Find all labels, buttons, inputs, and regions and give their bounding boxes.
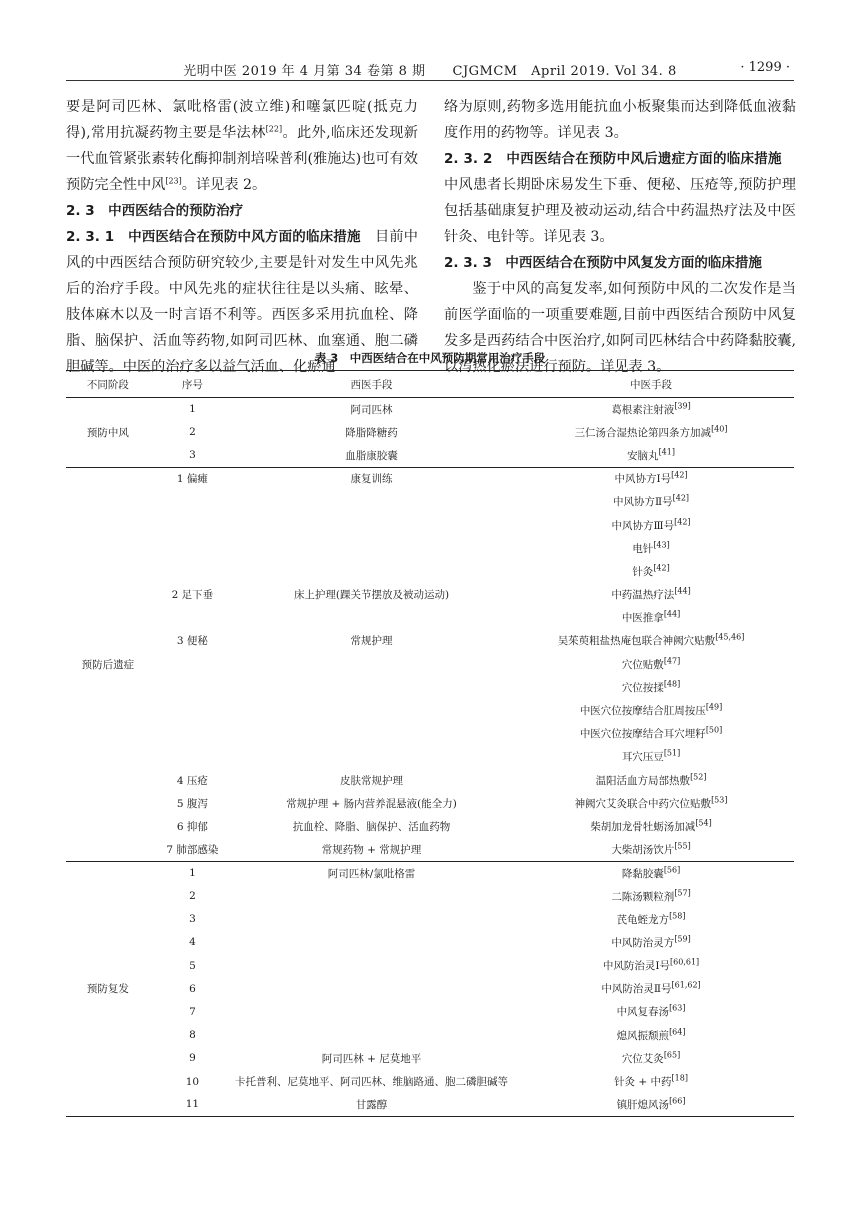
tcm-method-text: 电针 bbox=[632, 542, 654, 555]
table-row bbox=[66, 745, 794, 768]
tcm-method-text: 中药温热疗法 bbox=[611, 589, 675, 602]
citation-ref: [18] bbox=[671, 1073, 688, 1083]
tcm-method-text: 中医穴位按摩结合耳穴埋籽 bbox=[579, 728, 706, 741]
tcm-method-text: 中风复春汤 bbox=[616, 1006, 670, 1019]
number-cell bbox=[150, 537, 235, 560]
citation-ref: [42] bbox=[653, 563, 670, 573]
tcm-method-text: 熄风振颓煎 bbox=[616, 1029, 670, 1042]
tcm-method-text: 针灸 bbox=[632, 565, 654, 578]
tcm-method-text: 大柴胡汤饮片 bbox=[611, 843, 675, 856]
tcm-method-text: 耳穴压豆 bbox=[621, 751, 664, 764]
tcm-method-cell bbox=[508, 490, 794, 513]
table-group bbox=[66, 398, 794, 468]
table-row bbox=[66, 722, 794, 745]
tcm-method-text: 三仁汤合湿热论第四条方加减 bbox=[574, 426, 712, 439]
citation-ref: [51] bbox=[663, 748, 681, 758]
tcm-method-cell bbox=[508, 1000, 794, 1023]
number-cell: 1 bbox=[189, 403, 196, 416]
number-cell bbox=[150, 490, 235, 513]
tcm-method-cell bbox=[508, 1093, 794, 1116]
western-method-cell: 甘露醇 bbox=[355, 1098, 388, 1111]
citation-ref: [61,62] bbox=[671, 980, 701, 990]
table-row bbox=[66, 931, 794, 954]
table-row bbox=[66, 792, 794, 815]
western-method-cell bbox=[235, 745, 508, 768]
tcm-method-cell bbox=[508, 1047, 794, 1070]
table-header-row bbox=[66, 371, 794, 398]
number-cell: 4 bbox=[189, 936, 196, 949]
tcm-method-text: 穴位贴敷 bbox=[621, 658, 664, 671]
citation-ref: [47] bbox=[663, 656, 681, 666]
citation-ref: [42] bbox=[672, 493, 690, 503]
tcm-method-text: 中风防治灵Ⅰ号 bbox=[602, 960, 671, 973]
number-cell: 6 bbox=[189, 982, 196, 995]
western-method-cell bbox=[235, 1000, 508, 1023]
western-method-cell bbox=[235, 977, 508, 1000]
citation-ref: [64] bbox=[669, 1027, 686, 1037]
citation-ref: [40] bbox=[711, 424, 728, 434]
western-method-cell bbox=[235, 560, 508, 583]
page-number: · 1299 · bbox=[740, 60, 790, 75]
number-cell: 1 bbox=[189, 867, 196, 880]
number-cell: 4 压疮 bbox=[176, 774, 208, 787]
number-cell: 11 bbox=[185, 1098, 200, 1111]
tcm-method-cell bbox=[508, 583, 794, 606]
tcm-method-cell bbox=[508, 838, 794, 861]
western-method-cell: 血脂康胶囊 bbox=[345, 449, 398, 462]
tcm-method-text: 中风协方Ⅲ号 bbox=[611, 519, 675, 532]
tcm-method-cell bbox=[508, 444, 794, 467]
tcm-method-cell bbox=[508, 1070, 794, 1093]
tcm-method-text: 芪龟蛭龙方 bbox=[616, 913, 670, 926]
western-method-cell: 抗血栓、降脂、脑保护、活血药物 bbox=[292, 820, 451, 833]
tcm-method-cell bbox=[508, 398, 794, 421]
table-row bbox=[66, 606, 794, 629]
table-group bbox=[66, 861, 794, 1116]
tcm-method-cell bbox=[508, 977, 794, 1000]
table-group bbox=[66, 467, 794, 861]
stage-cell: 预防中风 bbox=[86, 426, 129, 439]
paragraph-2-3-1: 2. 3. 1 中西医结合在预防中风方面的临床措施 目前中风的中西医结合预防研究较少,主要是针对发生中风先兆后的治疗手段。中风先兆的症状往往是以头痛、眩晕、肢体麻木以及一时言语不利等。西医多采用抗血栓、降脂、脑保护、活血等药物,如阿司匹林、血塞通、胞二磷胆碱等。中医的治疗多以益气活血、化瘀通 bbox=[66, 229, 418, 375]
western-method-cell bbox=[235, 490, 508, 513]
tcm-method-cell bbox=[508, 699, 794, 722]
column-header: 中医手段 bbox=[508, 371, 794, 398]
table-row bbox=[66, 676, 794, 699]
number-cell: 7 肺部感染 bbox=[166, 843, 219, 856]
table-row bbox=[66, 444, 794, 467]
western-method-cell bbox=[235, 653, 508, 676]
number-cell: 2 bbox=[189, 426, 196, 439]
number-cell: 7 bbox=[189, 1005, 196, 1018]
table-row bbox=[66, 699, 794, 722]
tcm-method-cell bbox=[508, 537, 794, 560]
western-method-cell: 常规护理 bbox=[350, 635, 393, 648]
section-heading-2-3-3: 2. 3. 3 中西医结合在预防中风复发方面的临床措施 bbox=[444, 255, 762, 271]
western-method-cell bbox=[235, 513, 508, 536]
citation-ref: [42] bbox=[671, 470, 688, 480]
table-row bbox=[66, 1093, 794, 1116]
citation-ref: [48] bbox=[663, 679, 681, 689]
paragraph-2-3-2: 2. 3. 2 中西医结合在预防中风后遗症方面的临床措施 中风患者长期卧床易发生下垂、便秘、压疮等,预防护理包括基础康复护理及被动运动,结合中药温热疗法及中医针灸、电针等。详见表 3。 bbox=[444, 151, 796, 245]
citation-ref: [66] bbox=[669, 1096, 686, 1106]
tcm-method-cell bbox=[508, 421, 794, 444]
tcm-method-cell bbox=[508, 676, 794, 699]
citation-ref: [39] bbox=[674, 401, 691, 411]
table-row bbox=[66, 1024, 794, 1047]
number-cell: 3 便秘 bbox=[176, 635, 208, 648]
table-3 bbox=[66, 370, 794, 1117]
western-method-cell: 卡托普利、尼莫地平、阿司匹林、维脑路通、胞二磷胆碱等 bbox=[235, 1076, 509, 1089]
table-row bbox=[66, 398, 794, 421]
column-header: 不同阶段 bbox=[66, 371, 150, 398]
western-method-cell: 常规护理 + 肠内营养混悬液(能全力) bbox=[286, 797, 457, 810]
number-cell: 6 抑郁 bbox=[176, 820, 208, 833]
citation-ref: [44] bbox=[663, 609, 681, 619]
tcm-method-cell bbox=[508, 792, 794, 815]
table-row bbox=[66, 884, 794, 907]
table-row bbox=[66, 537, 794, 560]
tcm-method-text: 柴胡加龙骨牡蛎汤加减 bbox=[590, 820, 696, 833]
citation-ref: [41] bbox=[658, 447, 675, 457]
number-cell: 5 腹泻 bbox=[176, 797, 208, 810]
table-row bbox=[66, 1000, 794, 1023]
tcm-method-text: 神阙穴艾灸联合中药穴位贴敷 bbox=[574, 797, 712, 810]
tcm-method-text: 穴位艾灸 bbox=[621, 1052, 664, 1065]
tcm-method-text: 降黏胶囊 bbox=[621, 867, 664, 880]
western-method-cell bbox=[235, 537, 508, 560]
citation-ref: [56] bbox=[663, 865, 681, 875]
table-caption: 表 3 中西医结合在中风预防期常用治疗手段 bbox=[314, 351, 546, 365]
stage-cell: 预防后遗症 bbox=[81, 658, 135, 671]
number-cell bbox=[150, 699, 235, 722]
tcm-method-text: 中医穴位按摩结合肛周按压 bbox=[579, 705, 706, 718]
tcm-method-text: 中风防治灵Ⅱ号 bbox=[601, 983, 672, 996]
stage-cell: 预防复发 bbox=[86, 983, 129, 996]
western-method-cell: 阿司匹林 + 尼莫地平 bbox=[321, 1052, 422, 1065]
western-method-cell bbox=[235, 931, 508, 954]
tcm-method-text: 中风协方Ⅱ号 bbox=[612, 496, 673, 509]
western-method-cell: 康复训练 bbox=[350, 473, 393, 486]
number-cell bbox=[150, 513, 235, 536]
western-method-cell: 降脂降糖药 bbox=[345, 426, 398, 439]
tcm-method-cell bbox=[508, 467, 794, 490]
citation-ref: [42] bbox=[674, 517, 691, 527]
tcm-method-text: 安脑丸 bbox=[627, 449, 659, 462]
table-row bbox=[66, 815, 794, 838]
tcm-method-text: 中医推拿 bbox=[621, 612, 664, 625]
western-method-cell: 皮肤常规护理 bbox=[340, 774, 404, 787]
western-method-cell bbox=[235, 1024, 508, 1047]
western-method-cell: 床上护理(踝关节摆放及被动运动) bbox=[293, 589, 450, 602]
table-row bbox=[66, 490, 794, 513]
table-row bbox=[66, 861, 794, 884]
western-method-cell bbox=[235, 954, 508, 977]
paragraph: 络为原则,药物多选用能抗血小板聚集而达到降低血液黏度作用的药物等。详见表 3。 bbox=[444, 99, 796, 141]
number-cell bbox=[150, 745, 235, 768]
western-method-cell: 阿司匹林 bbox=[350, 403, 393, 416]
western-method-cell bbox=[235, 722, 508, 745]
western-method-cell: 阿司匹林/氯吡格雷 bbox=[327, 867, 416, 880]
number-cell bbox=[150, 722, 235, 745]
tcm-method-cell bbox=[508, 815, 794, 838]
tcm-method-text: 吴茱萸粗盐热庵包联合神阙穴贴敷 bbox=[557, 635, 716, 648]
number-cell: 2 足下垂 bbox=[171, 589, 214, 602]
paragraph-2-3-3: 鉴于中风的高复发率,如何预防中风的二次发作是当前医学面临的一项重要难题,目前中西医结合预防中风复发多是西药结合中医治疗,如阿司匹林结合中药降黏胶囊,以泻热化瘀法进行预防。详见表 3。 bbox=[444, 281, 796, 375]
number-cell: 2 bbox=[189, 890, 196, 903]
table-row bbox=[66, 513, 794, 536]
tcm-method-cell bbox=[508, 629, 794, 652]
table-row bbox=[66, 467, 794, 490]
citation-ref: [58] bbox=[669, 911, 686, 921]
tcm-method-cell bbox=[508, 908, 794, 931]
number-cell bbox=[150, 560, 235, 583]
number-cell: 3 bbox=[189, 913, 196, 926]
table-row bbox=[66, 908, 794, 931]
citation-ref: [52] bbox=[690, 772, 707, 782]
tcm-method-cell bbox=[508, 1024, 794, 1047]
tcm-method-cell bbox=[508, 884, 794, 907]
citation-ref: [50] bbox=[705, 725, 723, 735]
western-method-cell bbox=[235, 884, 508, 907]
number-cell: 10 bbox=[185, 1075, 200, 1088]
left-column bbox=[66, 94, 418, 380]
section-heading-2-3: 2. 3 中西医结合的预防治疗 bbox=[66, 203, 244, 219]
page-header bbox=[66, 58, 794, 81]
number-cell: 3 bbox=[189, 449, 196, 462]
tcm-method-text: 针灸 + 中药 bbox=[614, 1076, 672, 1089]
tcm-method-text: 二陈汤颗粒剂 bbox=[611, 890, 675, 903]
citation-ref: [57] bbox=[674, 888, 691, 898]
table-row bbox=[66, 421, 794, 444]
tcm-method-cell bbox=[508, 861, 794, 884]
column-header: 序号 bbox=[150, 371, 235, 398]
citation-ref: [49] bbox=[705, 702, 723, 712]
tcm-method-cell bbox=[508, 653, 794, 676]
tcm-method-cell bbox=[508, 745, 794, 768]
citation-ref: [54] bbox=[695, 818, 712, 828]
number-cell: 5 bbox=[189, 959, 196, 972]
table-row bbox=[66, 629, 794, 652]
tcm-method-text: 穴位按揉 bbox=[621, 681, 664, 694]
tcm-method-cell bbox=[508, 560, 794, 583]
number-cell: 9 bbox=[189, 1052, 196, 1065]
number-cell bbox=[150, 653, 235, 676]
number-cell: 8 bbox=[189, 1029, 196, 1042]
table-row bbox=[66, 1047, 794, 1070]
citation-ref: [44] bbox=[674, 586, 691, 596]
western-method-cell bbox=[235, 606, 508, 629]
tcm-method-text: 中风防治灵方 bbox=[611, 936, 675, 949]
citation-ref: [60,61] bbox=[670, 957, 700, 967]
tcm-method-text: 镇肝熄风汤 bbox=[616, 1098, 670, 1111]
table-row bbox=[66, 653, 794, 676]
section-heading-2-3-1: 2. 3. 1 中西医结合在预防中风方面的临床措施 bbox=[66, 229, 361, 245]
tcm-method-text: 温阳活血方局部热敷 bbox=[595, 774, 691, 787]
citation-ref: [65] bbox=[663, 1050, 681, 1060]
column-header: 西医手段 bbox=[235, 371, 508, 398]
number-cell bbox=[150, 676, 235, 699]
citation-ref: [45,46] bbox=[715, 632, 745, 642]
tcm-method-cell bbox=[508, 954, 794, 977]
table-row bbox=[66, 838, 794, 861]
tcm-method-cell bbox=[508, 931, 794, 954]
tcm-method-text: 葛根素注射液 bbox=[611, 403, 675, 416]
number-cell: 1 偏瘫 bbox=[176, 473, 208, 486]
citation-ref: [59] bbox=[674, 934, 691, 944]
right-column bbox=[444, 94, 796, 380]
western-method-cell bbox=[235, 676, 508, 699]
citation-ref: [63] bbox=[669, 1003, 686, 1013]
tcm-method-text: 中风协方Ⅰ号 bbox=[614, 473, 672, 486]
table-row bbox=[66, 583, 794, 606]
citation-ref: [55] bbox=[674, 841, 691, 851]
table-row bbox=[66, 560, 794, 583]
table-row bbox=[66, 977, 794, 1000]
tcm-method-cell bbox=[508, 513, 794, 536]
western-method-cell bbox=[235, 699, 508, 722]
number-cell bbox=[150, 606, 235, 629]
tcm-method-cell bbox=[508, 722, 794, 745]
journal-header: 光明中医 2019 年 4 月第 34 卷第 8 期 CJGMCM April 2019. Vol 34. 8 bbox=[183, 64, 677, 79]
section-heading-2-3-2: 2. 3. 2 中西医结合在预防中风后遗症方面的临床措施 bbox=[444, 151, 782, 167]
table-row bbox=[66, 954, 794, 977]
tcm-method-cell bbox=[508, 769, 794, 792]
tcm-method-cell bbox=[508, 606, 794, 629]
table-row bbox=[66, 1070, 794, 1093]
western-method-cell bbox=[235, 908, 508, 931]
citation-ref: [43] bbox=[653, 540, 670, 550]
citation-ref: [53] bbox=[711, 795, 728, 805]
western-method-cell: 常规药物 + 常规护理 bbox=[321, 843, 422, 856]
paragraph: 要是阿司匹林、氯吡格雷(波立维)和噻氯匹啶(抵克力得),常用抗凝药物主要是华法林[22]。此外,临床还发现新一代血管紧张素转化酶抑制剂培哚普利(雅施达)也可有效预防完全性中风[23]。详见表 2。 bbox=[66, 99, 418, 193]
table-row bbox=[66, 769, 794, 792]
